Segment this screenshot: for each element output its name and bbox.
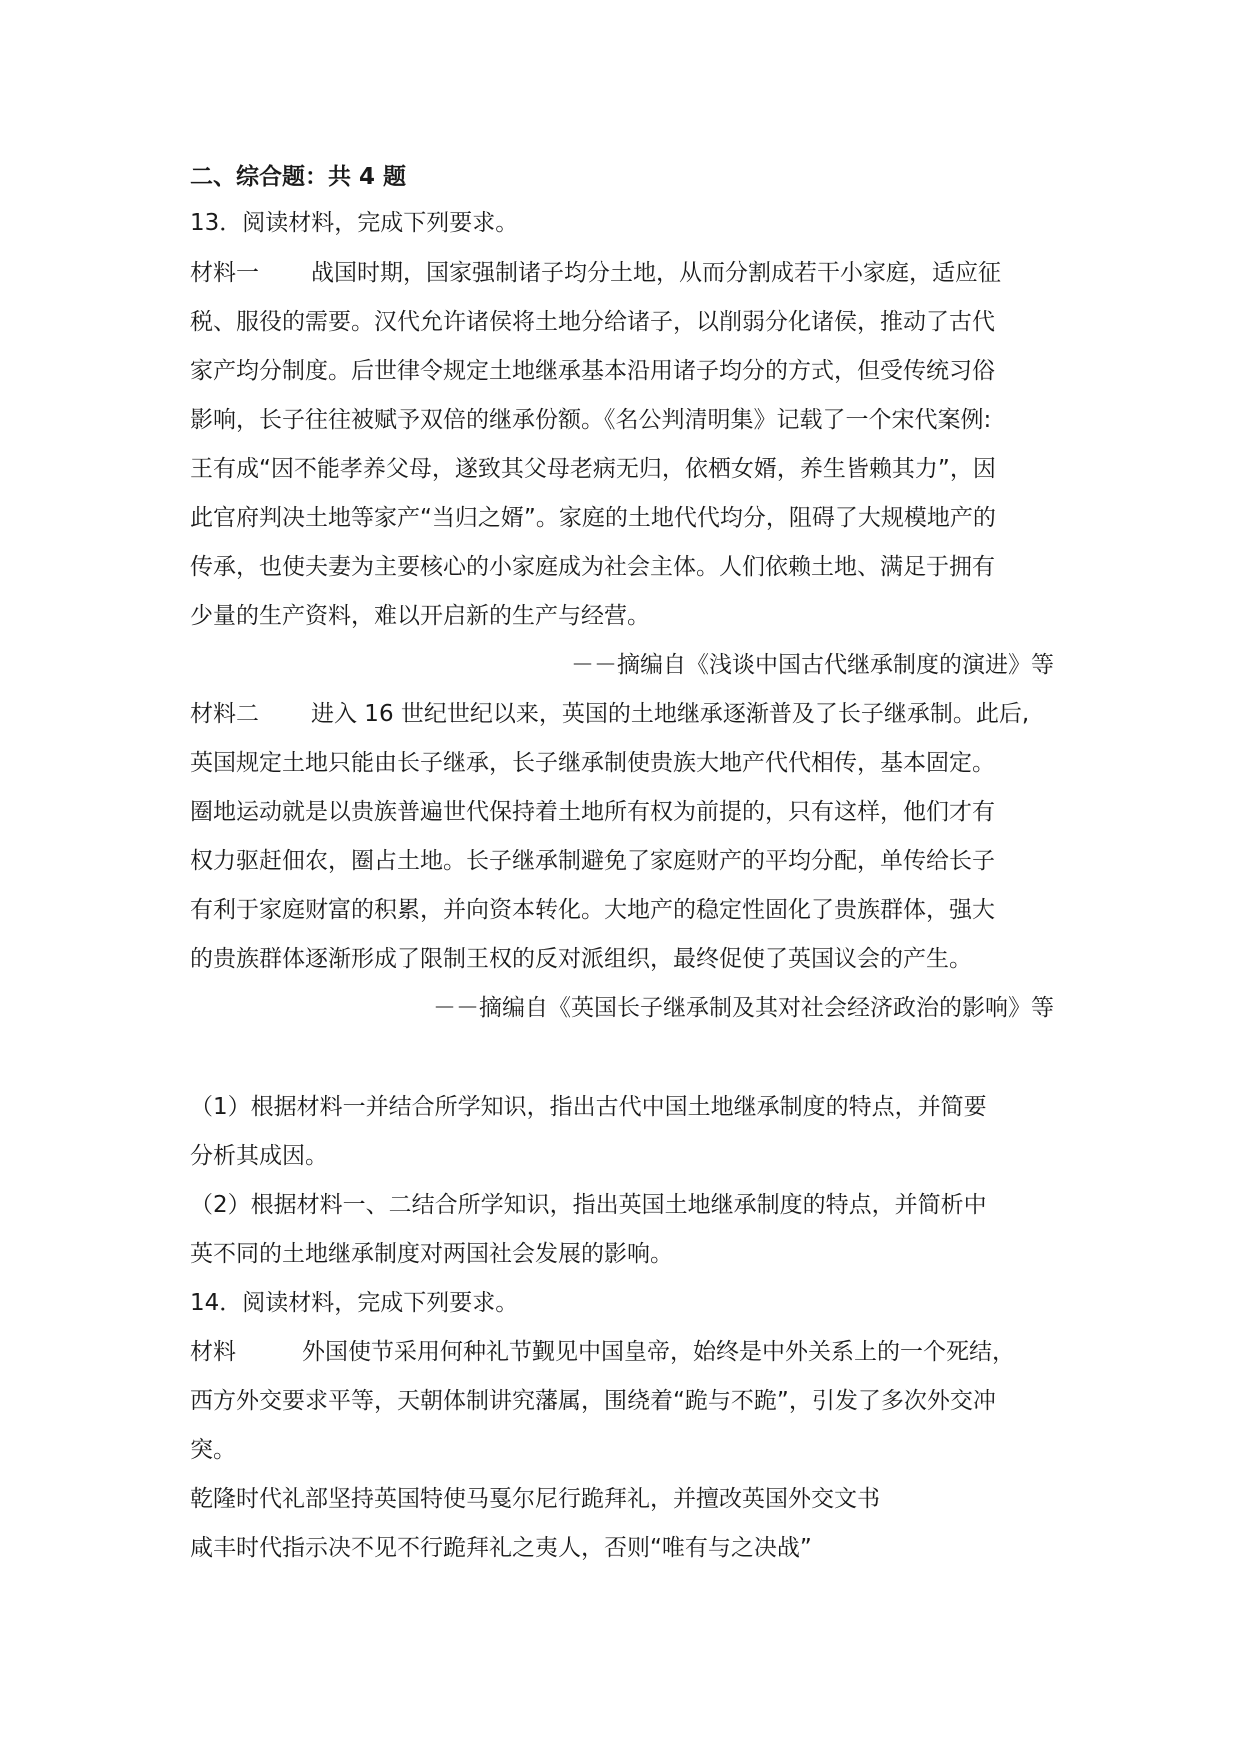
material-1-text: 传承，也使夫妻为主要核心的小家庭成为社会主体。人们依赖土地、满足于拥有 [190, 554, 995, 580]
material-2-text: 的贵族群体逐渐形成了限制王权的反对派组织，最终促使了英国议会的产生。 [190, 946, 972, 972]
sub-question-2: （2）根据材料一、二结合所学知识，指出英国土地继承制度的特点，并简析中 [190, 1192, 987, 1218]
sub-question-1-continued: 分析其成因。 [190, 1143, 328, 1169]
q14-item: 乾隆时代礼部坚持英国特使马戛尔尼行跪拜礼，并擅改英国外交文书 [190, 1486, 880, 1512]
q14-material-text: 西方外交要求平等，天朝体制讲究藩属，围绕着“跪与不跪”，引发了多次外交冲 [190, 1388, 996, 1414]
section-heading: 二、综合题：共 4 题 [190, 164, 407, 190]
material-2-label: 材料二 [190, 701, 259, 727]
material-2-text: 圈地运动就是以贵族普遍世代保持着土地所有权为前提的，只有这样，他们才有 [190, 799, 995, 825]
material-1-text: 战国时期，国家强制诸子均分土地，从而分割成若干小家庭，适应征 [311, 260, 1001, 286]
material-1-text: 王有成“因不能孝养父母，遂致其父母老病无归，依栖女婿，养生皆赖其力”，因 [190, 456, 996, 482]
question-13-stem: 13．阅读材料，完成下列要求。 [190, 210, 519, 236]
q14-item: 咸丰时代指示决不见不行跪拜礼之夷人，否则“唯有与之决战” [190, 1535, 812, 1561]
q14-material-text: 外国使节采用何种礼节觐见中国皇帝，始终是中外关系上的一个死结， [302, 1339, 1015, 1365]
material-1-first-line [190, 258, 1001, 288]
material-2-text: 进入 16 世纪世纪以来，英国的土地继承逐渐普及了长子继承制。此后, [311, 701, 1030, 727]
material-1-text: 税、服役的需要。汉代允许诸侯将土地分给诸子，以削弱分化诸侯，推动了古代 [190, 309, 995, 335]
material-2-text: 有利于家庭财富的积累，并向资本转化。大地产的稳定性固化了贵族群体，强大 [190, 897, 995, 923]
sub-question-2-continued: 英不同的土地继承制度对两国社会发展的影响。 [190, 1241, 673, 1267]
q14-material-text: 突。 [190, 1437, 236, 1463]
material-1-label: 材料一 [190, 260, 259, 286]
material-2-first-line [190, 699, 1029, 729]
material-2-text: 权力驱赶佃农，圈占土地。长子继承制避免了家庭财产的平均分配，单传给长子 [190, 848, 995, 874]
material-2-text: 英国规定土地只能由长子继承，长子继承制使贵族大地产代代相传，基本固定。 [190, 750, 995, 776]
material-1-source: －－摘编自《浅谈中国古代继承制度的演进》等 [571, 652, 1054, 678]
q14-material-first-line [190, 1337, 1015, 1367]
material-1-text: 少量的生产资料，难以开启新的生产与经营。 [190, 603, 650, 629]
sub-question-1: （1）根据材料一并结合所学知识，指出古代中国土地继承制度的特点，并简要 [190, 1094, 987, 1120]
q14-material-label: 材料 [190, 1339, 236, 1365]
material-1-text: 此官府判决土地等家产“当归之婿”。家庭的土地代代均分，阻碍了大规模地产的 [190, 505, 996, 531]
material-1-text: 影响，长子往往被赋予双倍的继承份额。《名公判清明集》记载了一个宋代案例: [190, 407, 992, 433]
material-1-text: 家产均分制度。后世律令规定土地继承基本沿用诸子均分的方式，但受传统习俗 [190, 358, 995, 384]
question-14-stem: 14．阅读材料，完成下列要求。 [190, 1290, 519, 1316]
material-2-source: －－摘编自《英国长子继承制及其对社会经济政治的影响》等 [433, 995, 1054, 1021]
